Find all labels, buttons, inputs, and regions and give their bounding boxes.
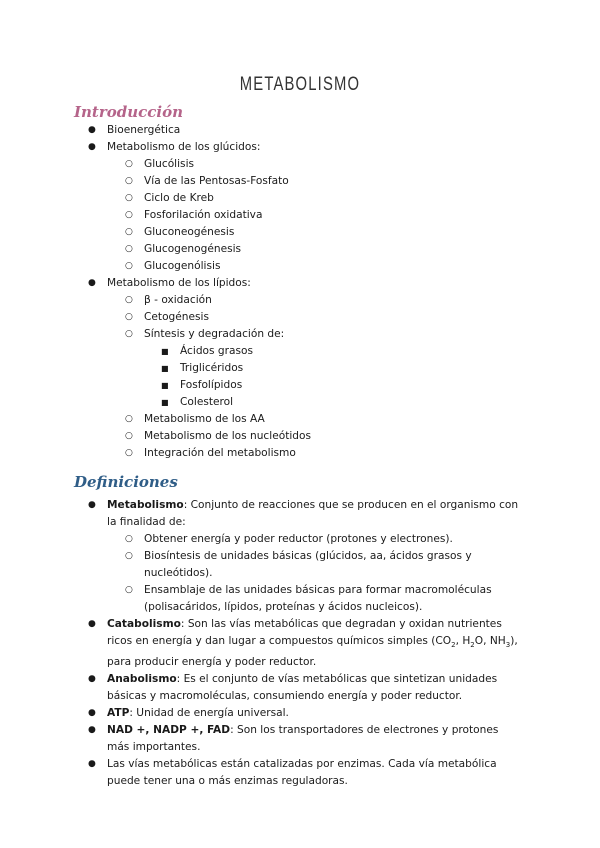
bullet-icon: ■ bbox=[161, 347, 169, 356]
intro-item bbox=[74, 377, 311, 394]
intro-item bbox=[74, 445, 311, 462]
definition-text: : Conjunto de reacciones que se producen en el organismo con la finalidad de: bbox=[107, 499, 519, 528]
intro-item bbox=[74, 309, 311, 326]
definition-text: Obtener energía y poder reductor (protones y electrones). bbox=[144, 533, 453, 545]
bullet-icon: ■ bbox=[161, 381, 169, 390]
definitions-list bbox=[74, 497, 524, 790]
term: ATP bbox=[107, 707, 130, 720]
bullet-icon: ○ bbox=[125, 261, 133, 271]
intro-item bbox=[74, 258, 311, 275]
list-item bbox=[74, 548, 524, 582]
intro-item bbox=[74, 207, 311, 224]
bullet-icon: ● bbox=[88, 759, 96, 770]
definition-text: Ensamblaje de las unidades básicas para formar macromoléculas (polisacáridos, lípidos, proteínas y ácidos nucleicos). bbox=[144, 584, 492, 613]
list-item bbox=[74, 616, 524, 671]
intro-item-label: Glucogenólisis bbox=[144, 260, 221, 272]
intro-item bbox=[74, 173, 311, 190]
intro-item-label: Integración del metabolismo bbox=[144, 447, 296, 459]
intro-item bbox=[74, 394, 311, 411]
intro-item bbox=[74, 139, 311, 156]
intro-item bbox=[74, 292, 311, 309]
definition-text: ), para producir energía y poder reductor. bbox=[107, 635, 518, 669]
bullet-icon: ○ bbox=[125, 414, 133, 424]
bullet-icon: ● bbox=[88, 278, 96, 288]
page-title: METABOLISMO bbox=[239, 74, 361, 95]
intro-item-label: β - oxidación bbox=[144, 294, 212, 306]
intro-list bbox=[74, 122, 311, 462]
bullet-icon: ○ bbox=[125, 244, 133, 254]
subscript: 3 bbox=[505, 641, 511, 650]
list-item bbox=[74, 722, 524, 756]
intro-item bbox=[74, 156, 311, 173]
bullet-icon: ○ bbox=[125, 159, 133, 169]
intro-item bbox=[74, 411, 311, 428]
bullet-icon: ● bbox=[88, 619, 96, 629]
bullet-icon: ■ bbox=[161, 398, 169, 407]
intro-item bbox=[74, 241, 311, 258]
intro-item bbox=[74, 343, 311, 360]
bullet-icon: ● bbox=[88, 725, 96, 736]
bullet-icon: ○ bbox=[125, 312, 133, 322]
subscript: 2 bbox=[451, 641, 456, 650]
section-heading-definiciones: Definiciones bbox=[74, 473, 178, 491]
intro-item-label: Síntesis y degradación de: bbox=[144, 328, 285, 340]
bullet-icon: ○ bbox=[125, 210, 133, 220]
definition-text: Biosíntesis de unidades básicas (glúcidos, aa, ácidos grasos y nucleótidos). bbox=[144, 550, 472, 579]
intro-item-label: Vía de las Pentosas-Fosfato bbox=[144, 175, 289, 187]
intro-item-label: Triglicéridos bbox=[180, 362, 244, 374]
intro-item-label: Cetogénesis bbox=[144, 311, 210, 323]
definition-text: : Son los transportadores de electrones y protones más importantes. bbox=[107, 724, 499, 754]
intro-item bbox=[74, 428, 311, 445]
bullet-icon: ○ bbox=[125, 227, 133, 237]
bullet-icon: ● bbox=[88, 142, 96, 152]
definition-text: : Son las vías metabólicas que degradan y oxidan nutrientes ricos en energía y dan lugar a compuestos químicos simples (CO bbox=[107, 618, 502, 647]
intro-item-label: Bioenergética bbox=[107, 124, 181, 136]
intro-item-label: Fosforilación oxidativa bbox=[144, 209, 263, 221]
bullet-icon: ○ bbox=[125, 176, 133, 186]
intro-item-label: Metabolismo de los nucleótidos bbox=[144, 430, 312, 442]
term: Catabolismo bbox=[107, 618, 181, 630]
term: Metabolismo bbox=[107, 499, 184, 511]
bullet-icon: ○ bbox=[125, 448, 133, 458]
intro-item bbox=[74, 360, 311, 377]
definition-text: O, NH bbox=[474, 635, 506, 647]
intro-item-label: Metabolismo de los lípidos: bbox=[107, 277, 251, 289]
list-item bbox=[74, 582, 524, 616]
definition-text: Las vías metabólicas están catalizadas por enzimas. Cada vía metabólica puede tener una o más enzimas reguladoras. bbox=[107, 758, 497, 788]
intro-item-label: Gluconeogénesis bbox=[144, 226, 235, 238]
list-item bbox=[74, 531, 524, 548]
bullet-icon: ● bbox=[88, 708, 96, 719]
intro-item-label: Colesterol bbox=[180, 396, 234, 408]
term: Anabolismo bbox=[107, 673, 177, 686]
bullet-icon: ○ bbox=[125, 431, 133, 441]
intro-item-label: Fosfolípidos bbox=[180, 379, 243, 391]
intro-item-label: Glucólisis bbox=[144, 158, 195, 170]
bullet-icon: ○ bbox=[125, 534, 133, 544]
bullet-icon: ○ bbox=[125, 329, 133, 339]
intro-item bbox=[74, 275, 311, 292]
intro-item-label: Ciclo de Kreb bbox=[144, 192, 214, 204]
intro-item bbox=[74, 224, 311, 241]
list-item bbox=[74, 497, 524, 531]
definition-text: : Es el conjunto de vías metabólicas que sintetizan unidades básicas y macromoléculas, consumiendo energía y poder reductor. bbox=[107, 673, 498, 703]
bullet-icon: ■ bbox=[161, 364, 169, 373]
intro-item-label: Glucogenogénesis bbox=[144, 243, 242, 255]
intro-item bbox=[74, 326, 311, 343]
intro-item bbox=[74, 122, 311, 139]
bullet-icon: ● bbox=[88, 125, 96, 135]
list-item bbox=[74, 756, 524, 790]
bullet-icon: ● bbox=[88, 500, 96, 510]
intro-item-label: Metabolismo de los glúcidos: bbox=[107, 141, 261, 153]
bullet-icon: ○ bbox=[125, 295, 133, 305]
definition-text: , H bbox=[455, 635, 471, 647]
definition-text: : Unidad de energía universal. bbox=[129, 707, 289, 720]
bullet-icon: ● bbox=[88, 674, 96, 685]
subscript: 2 bbox=[470, 641, 475, 650]
list-item bbox=[74, 671, 524, 705]
bullet-icon: ○ bbox=[125, 551, 133, 561]
section-heading-introduccion: Introducción bbox=[74, 103, 184, 121]
bullet-icon: ○ bbox=[125, 585, 133, 595]
intro-item bbox=[74, 190, 311, 207]
intro-item-label: Metabolismo de los AA bbox=[144, 413, 265, 425]
list-item bbox=[74, 705, 524, 722]
intro-item-label: Ácidos grasos bbox=[180, 345, 254, 357]
bullet-icon: ○ bbox=[125, 193, 133, 203]
term: NAD +, NADP +, FAD bbox=[107, 724, 231, 737]
